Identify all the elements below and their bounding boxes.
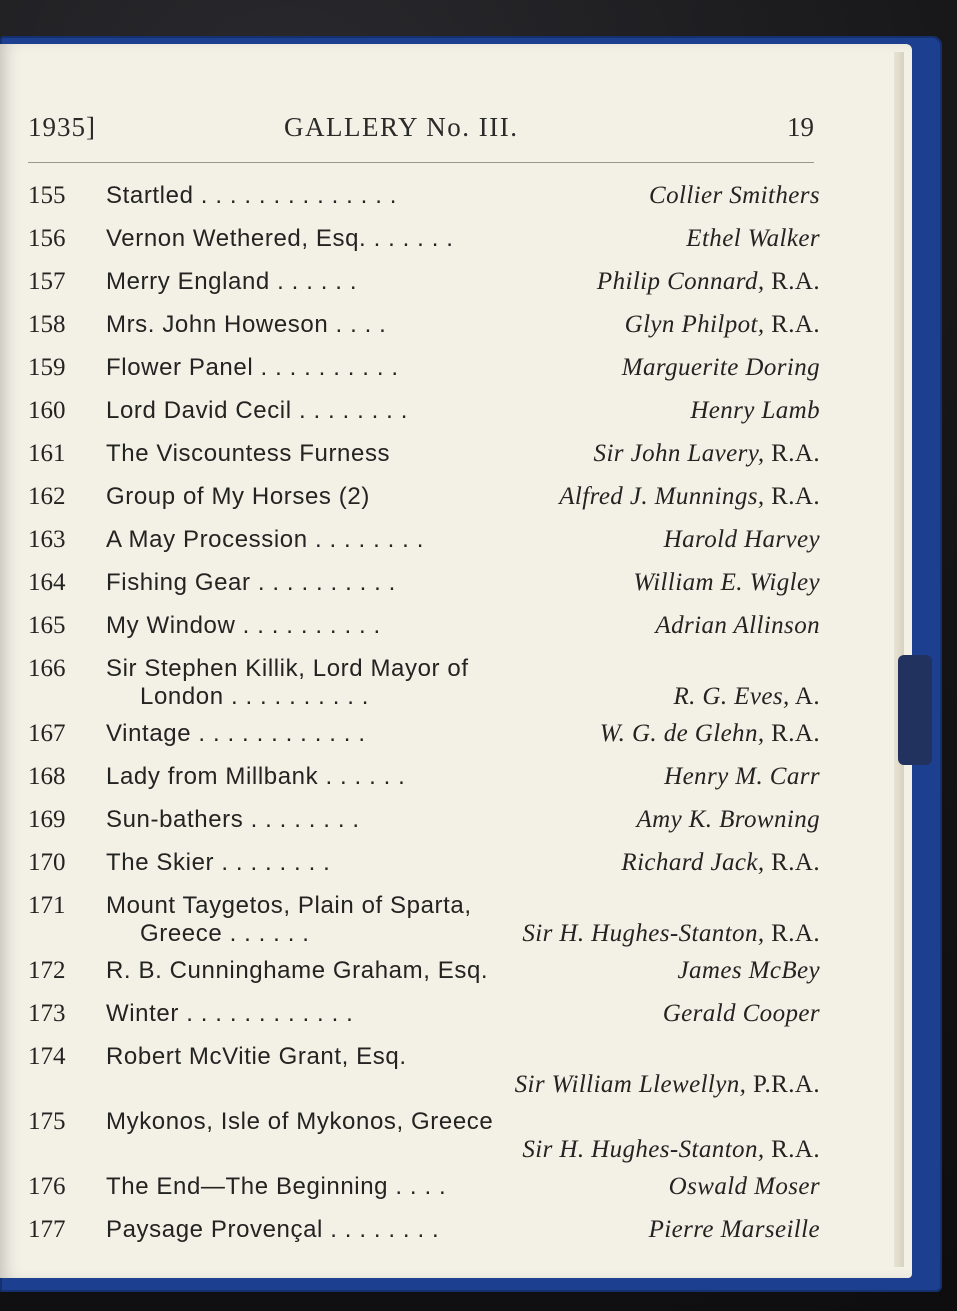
entry-number: 158: [28, 311, 66, 338]
artist-name: Gerald Cooper: [662, 1000, 820, 1027]
entry-artist: [655, 612, 820, 640]
artist-name: W. G. de Glehn,: [599, 720, 765, 747]
header-rule: [28, 162, 814, 163]
entry-title: Startled . . . . . . . . . . . . . .: [106, 182, 398, 209]
entry-artist: [522, 1136, 820, 1164]
entry-title: My Window . . . . . . . . . .: [106, 612, 381, 639]
entry-number: 177: [28, 1216, 66, 1243]
entry-title: Paysage Provençal . . . . . . . .: [106, 1216, 440, 1243]
artist-name: Collier Smithers: [649, 182, 820, 209]
artist-name: Henry M. Carr: [664, 763, 820, 790]
entry-artist: [522, 920, 820, 948]
entry-title: Mrs. John Howeson . . . .: [106, 311, 387, 338]
entry-number: 176: [28, 1173, 66, 1200]
entry-artist: [636, 806, 820, 834]
entry-number: 155: [28, 182, 66, 209]
entry-title: Lady from Millbank . . . . . .: [106, 763, 406, 790]
bookmark-ribbon: [898, 655, 932, 765]
artist-name: Oswald Moser: [668, 1173, 820, 1200]
entry-title: Mykonos, Isle of Mykonos, Greece: [106, 1108, 494, 1135]
entry-number: 160: [28, 397, 66, 424]
entry-artist: [515, 1071, 820, 1099]
entry-number: 156: [28, 225, 66, 252]
catalogue-list: [28, 182, 820, 1243]
artist-suffix: R.A.: [764, 1136, 820, 1163]
artist-name: James McBey: [677, 957, 820, 984]
entry-number: 169: [28, 806, 66, 833]
entry-artist: [649, 182, 820, 210]
entry-artist: [597, 268, 820, 296]
entry-title: Vintage . . . . . . . . . . . .: [106, 720, 366, 747]
entry-artist: [600, 720, 820, 748]
entry-title: Vernon Wethered, Esq. . . . . . .: [106, 225, 454, 252]
artist-name: Henry Lamb: [690, 397, 820, 424]
entry-number: 166: [28, 655, 66, 682]
entry-number: 168: [28, 763, 66, 790]
entry-number: 171: [28, 892, 66, 919]
artist-suffix: R.A.: [764, 440, 820, 467]
entry-title: The End—The Beginning . . . .: [106, 1173, 447, 1200]
entry-title: Flower Panel . . . . . . . . . .: [106, 354, 399, 381]
entry-artist: [673, 683, 820, 711]
artist-name: Harold Harvey: [663, 526, 820, 553]
entry-artist: [559, 483, 820, 511]
entry-title-continued: Greece . . . . . .: [140, 920, 310, 947]
entry-number: 161: [28, 440, 66, 467]
artist-name: Philip Connard,: [596, 268, 765, 295]
artist-name: Adrian Allinson: [655, 612, 820, 639]
entry-number: 163: [28, 526, 66, 553]
artist-name: R. G. Eves,: [673, 683, 790, 710]
entry-title: R. B. Cunninghame Graham, Esq.: [106, 957, 489, 984]
artist-name: Pierre Marseille: [648, 1216, 820, 1243]
page-number: 19: [787, 112, 814, 142]
entry-artist: [621, 849, 820, 877]
artist-suffix: R.A.: [764, 920, 820, 947]
entry-number: 172: [28, 957, 66, 984]
entry-artist: [686, 225, 820, 253]
artist-name: Glyn Philpot,: [624, 311, 765, 338]
entry-artist: [663, 1000, 820, 1028]
entry-number: 162: [28, 483, 66, 510]
artist-name: Marguerite Doring: [621, 354, 820, 381]
entry-artist: [633, 569, 820, 597]
page-header: [28, 112, 814, 152]
entry-artist: [649, 1216, 820, 1244]
artist-suffix: R.A.: [764, 311, 820, 338]
entry-number: 159: [28, 354, 66, 381]
entry-artist: [594, 440, 820, 468]
entry-title: Lord David Cecil . . . . . . . .: [106, 397, 408, 424]
entry-artist: [669, 1173, 820, 1201]
entry-artist: [690, 397, 820, 425]
entry-number: 164: [28, 569, 66, 596]
entry-title: The Skier . . . . . . . .: [106, 849, 331, 876]
artist-suffix: P.R.A.: [746, 1071, 820, 1098]
entry-title: The Viscountess Furness: [106, 440, 391, 467]
entry-number: 170: [28, 849, 66, 876]
entry-title: Fishing Gear . . . . . . . . . .: [106, 569, 396, 596]
entry-artist: [622, 354, 820, 382]
artist-name: Sir H. Hughes-Stanton,: [522, 1136, 765, 1163]
artist-suffix: R.A.: [764, 720, 820, 747]
entry-artist: [677, 957, 820, 985]
header-year: 1935]: [28, 112, 96, 142]
artist-name: Alfred J. Munnings,: [559, 483, 765, 510]
entry-title: Sir Stephen Killik, Lord Mayor of: [106, 655, 469, 682]
entry-artist: [625, 311, 820, 339]
entry-title: Winter . . . . . . . . . . . .: [106, 1000, 354, 1027]
entry-title-continued: London . . . . . . . . . .: [140, 683, 370, 710]
artist-name: Sir John Lavery,: [593, 440, 765, 467]
entry-number: 165: [28, 612, 66, 639]
artist-suffix: R.A.: [764, 268, 820, 295]
artist-name: Richard Jack,: [621, 849, 765, 876]
header-title: GALLERY No. III.: [284, 112, 519, 142]
entry-number: 173: [28, 1000, 66, 1027]
artist-name: Amy K. Browning: [636, 806, 820, 833]
artist-name: Sir H. Hughes-Stanton,: [522, 920, 765, 947]
artist-name: Ethel Walker: [686, 225, 820, 252]
artist-name: Sir William Llewellyn,: [514, 1071, 747, 1098]
entry-number: 174: [28, 1043, 66, 1070]
entry-artist: [664, 763, 820, 791]
entry-title: Group of My Horses (2): [106, 483, 370, 510]
entry-title: A May Procession . . . . . . . .: [106, 526, 424, 553]
artist-suffix: R.A.: [764, 483, 820, 510]
artist-name: William E. Wigley: [633, 569, 820, 596]
entry-title: Robert McVitie Grant, Esq.: [106, 1043, 407, 1070]
entry-number: 157: [28, 268, 66, 295]
entry-title: Merry England . . . . . .: [106, 268, 358, 295]
entry-title: Sun-bathers . . . . . . . .: [106, 806, 360, 833]
entry-artist: [664, 526, 820, 554]
artist-suffix: A.: [789, 683, 820, 710]
entry-title: Mount Taygetos, Plain of Sparta,: [106, 892, 472, 919]
entry-number: 167: [28, 720, 66, 747]
artist-suffix: R.A.: [764, 849, 820, 876]
entry-number: 175: [28, 1108, 66, 1135]
